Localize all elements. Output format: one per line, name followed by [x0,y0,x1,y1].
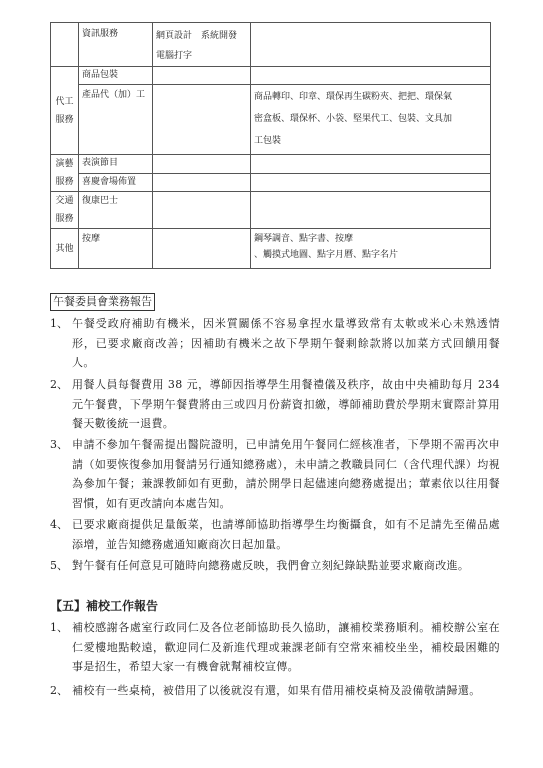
note-cell [251,192,491,229]
detail-cell [153,67,251,85]
category-cell: 交通服務 [51,192,79,229]
item-cell: 復康巴士 [79,192,153,229]
note-line: 鋼琴調音、點字書、按摩 [254,234,354,244]
item-text: 對午餐有任何意見可隨時向總務處反映，我們會立刻紀錄缺點並要求廠商改進。 [72,559,470,572]
detail-cell: 網頁設計 系統開發 電腦打字 [153,23,251,67]
item-cell: 商品包裝 [79,67,153,85]
item-number: 4、 [50,518,68,531]
item-cell: 資訊服務 [79,23,153,67]
lunch-report-title: 午餐委員會業務報告 [50,293,155,311]
item-text: 補校有一些桌椅，被借用了以後就沒有還，如果有借用補校桌椅及設備敬請歸還。 [72,684,481,697]
lunch-report-item [50,515,498,555]
category-cell: 其他 [51,229,79,269]
tutoring-report-heading: 【五】補校工作報告 [50,599,159,613]
note-cell [251,155,491,174]
table-row [51,155,491,174]
note-cell [251,67,491,85]
note-cell [251,229,491,269]
item-cell: 按摩 [79,229,153,269]
table-row [51,23,491,67]
item-cell: 表演節目 [79,155,153,174]
item-text: 申請不參加午餐需提出醫院證明，已申請免用午餐同仁經核准者，下學期不需再次申請（如要恢復參加用餐請另行通知總務處），未申請之教職員同仁（含代理代課）均視為參加午餐；兼課教師如有更動，請於開學日起儘速向總務處提出；葷素依以往用餐習慣，如有更改請向本處告知。 [72,438,500,510]
tutoring-report-item [50,681,498,721]
item-text: 用餐人員每餐費用 38 元，導師因指導學生用餐禮儀及秩序，故由中央補助每月 234 元午餐費，下學期午餐費將由三或四月份薪資扣繳，導師補助費於學期末實際計算用餐天數後統一退費。 [72,378,500,430]
table-row [51,173,491,192]
item-number: 5、 [50,559,68,572]
note-cell [251,23,491,67]
item-text: 已要求廠商提供足量飯菜，也請導師協助指導學生均衡攝食，如有不足請先至備品處添增，並告知總務處通知廠商次日起加量。 [72,518,500,551]
item-number: 3、 [50,438,68,451]
item-number: 1、 [50,621,68,634]
note-line: 商品轉印、印章、環保再生碳粉夾、把把、環保氣 [254,92,453,102]
item-cell: 喜慶會場佈置 [79,173,153,192]
note-cell [251,173,491,192]
note-line: 密盒板、環保杯、小袋、堅果代工、包裝、文具加 [254,114,453,124]
table-row [51,229,491,269]
item-text: 補校感謝各處室行政同仁及各位老師協助長久協助，讓補校業務順利。補校辦公室在仁愛樓地點較遠，歡迎同仁及新進代理或兼課老師有空常來補校坐坐，補校最困難的事是招生，希望大家一有機會就幫補校宣傳。 [72,621,500,673]
note-line: 工包裝 [254,136,282,146]
category-cell: 代工服務 [51,67,79,155]
detail-cell [153,229,251,269]
item-cell: 產品代（加）工 [79,85,153,155]
item-text: 午餐受政府補助有機米，因米質關係不容易拿捏水量導致常有太軟或米心未熟透情形，已要求廠商改善；因補助有機米之故下學期午餐剩餘款將以加菜方式回饋用餐人。 [72,317,500,369]
table-row [51,192,491,229]
service-table [50,22,491,269]
item-number: 2、 [50,378,68,391]
tutoring-report-item [50,618,498,678]
category-cell: 演藝服務 [51,155,79,192]
detail-cell [153,155,251,174]
detail-cell [153,173,251,192]
item-number: 1、 [50,317,68,330]
lunch-report-item [50,435,498,513]
lunch-report-item [50,375,498,433]
lunch-report-item [50,314,498,372]
detail-cell [153,85,251,155]
item-number: 2、 [50,684,68,697]
table-row [51,85,491,155]
category-cell [51,23,79,67]
note-cell [251,85,491,155]
note-line: 、觸摸式地圖、點字月曆、點字名片 [254,250,399,260]
lunch-report-item [50,556,498,596]
detail-cell [153,192,251,229]
table-row [51,67,491,85]
